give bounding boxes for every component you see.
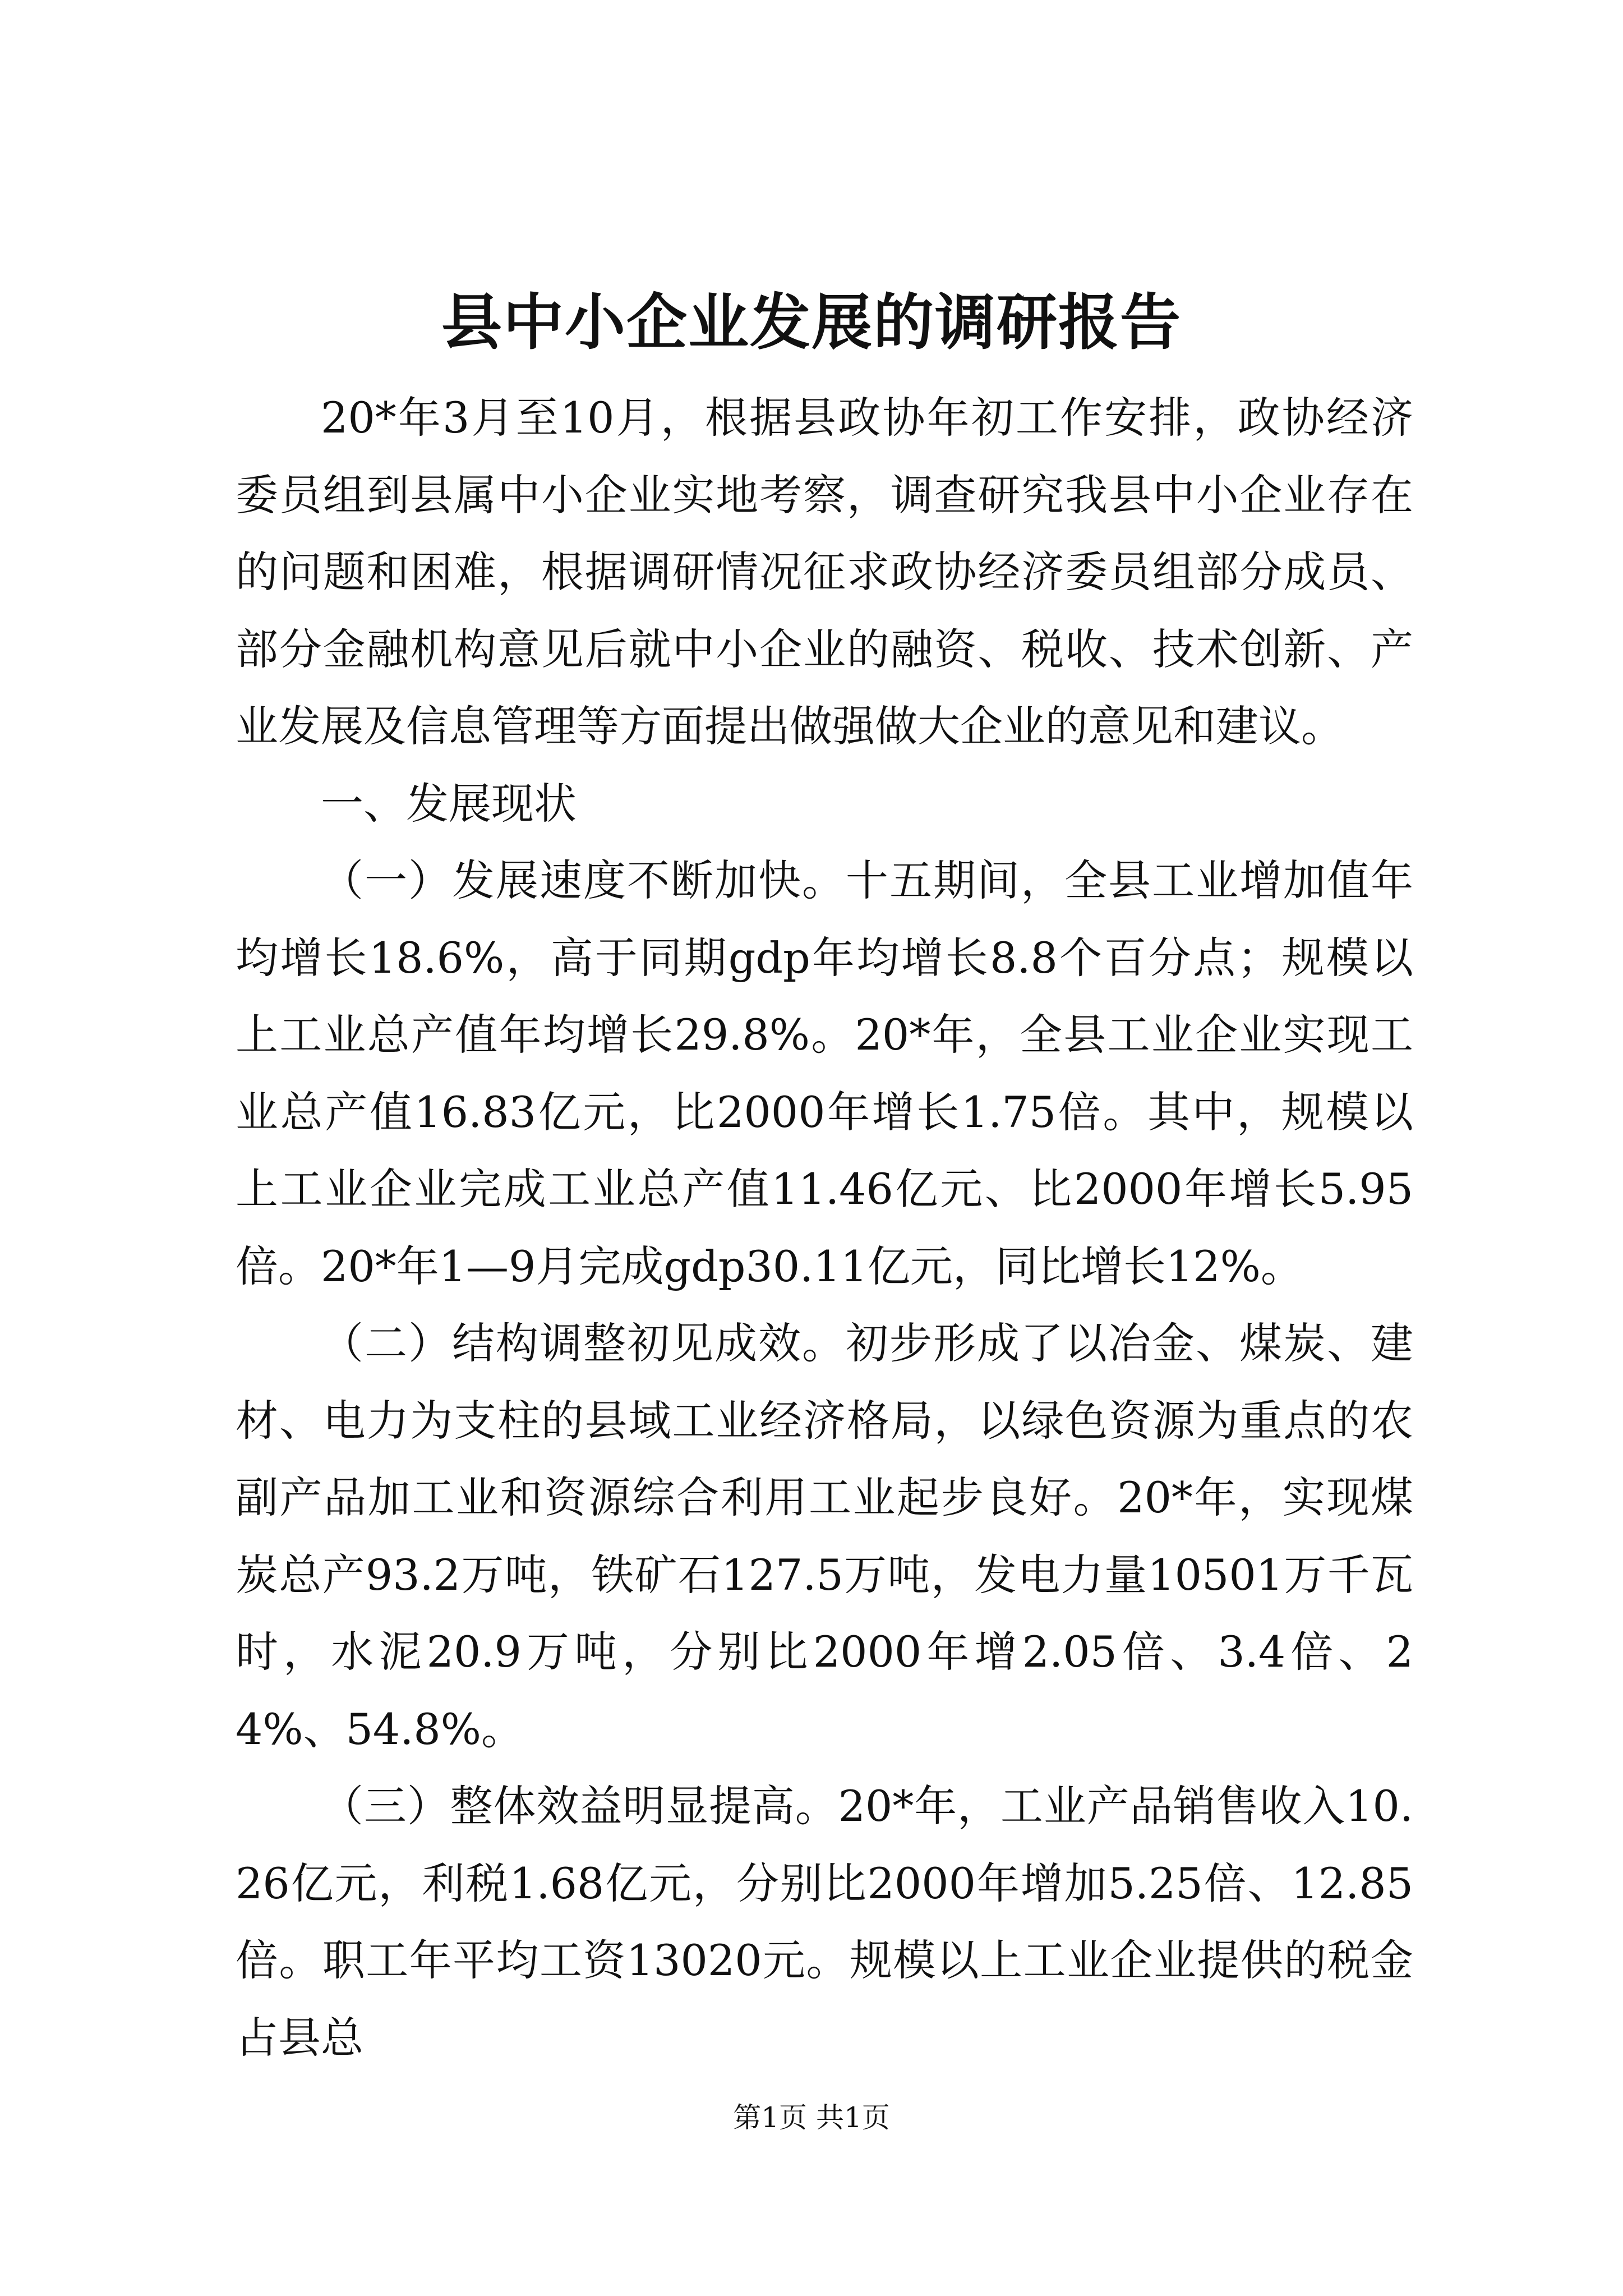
intro-paragraph: 20*年3月至10月，根据县政协年初工作安排，政协经济委员组到县属中小企业实地考察，调查研究我县中小企业存在的问题和困难，根据调研情况征求政协经济委员组部分成员、部分金融机构意见后就中小企业的融资、税收、技术创新、产业发展及信息管理等方面提出做强做大企业的意见和建议。 xyxy=(236,393,1413,751)
paragraph-structure-adjustment: （二）结构调整初见成效。初步形成了以冶金、煤炭、建材、电力为支柱的县域工业经济格局，以绿色资源为重点的农副产品加工业和资源综合利用工业起步良好。20*年，实现煤炭总产93.2万吨，铁矿石127.5万吨，发电力量10501万千瓦时，水泥20.9万吨，分别比2000年增2.05倍、3.4倍、24%、54.8%。 xyxy=(236,1318,1413,1754)
page-number-footer: 第1页 共1页 xyxy=(733,2101,890,2134)
paragraph-growth-speed: （一）发展速度不断加快。十五期间，全县工业增加值年均增长18.6%，高于同期gdp年均增长8.8个百分点；规模以上工业总产值年均增长29.8%。20*年，全县工业企业实现工业总产值16.83亿元，比2000年增长1.75倍。其中，规模以上工业企业完成工业总产值11.46亿元、比2000年增长5.95倍。20*年1—9月完成gdp30.11亿元，同比增长12%。 xyxy=(236,855,1413,1291)
document-title: 县中小企业发展的调研报告 xyxy=(441,287,1182,358)
paragraph-overall-benefit: （三）整体效益明显提高。20*年，工业产品销售收入10.26亿元，利税1.68亿元，分别比2000年增加5.25倍、12.85倍。职工年平均工资13020元。规模以上工业企业提供的税金占县总 xyxy=(236,1781,1413,2063)
section-heading-status: 一、发展现状 xyxy=(321,778,577,829)
document-body xyxy=(236,379,1413,2076)
